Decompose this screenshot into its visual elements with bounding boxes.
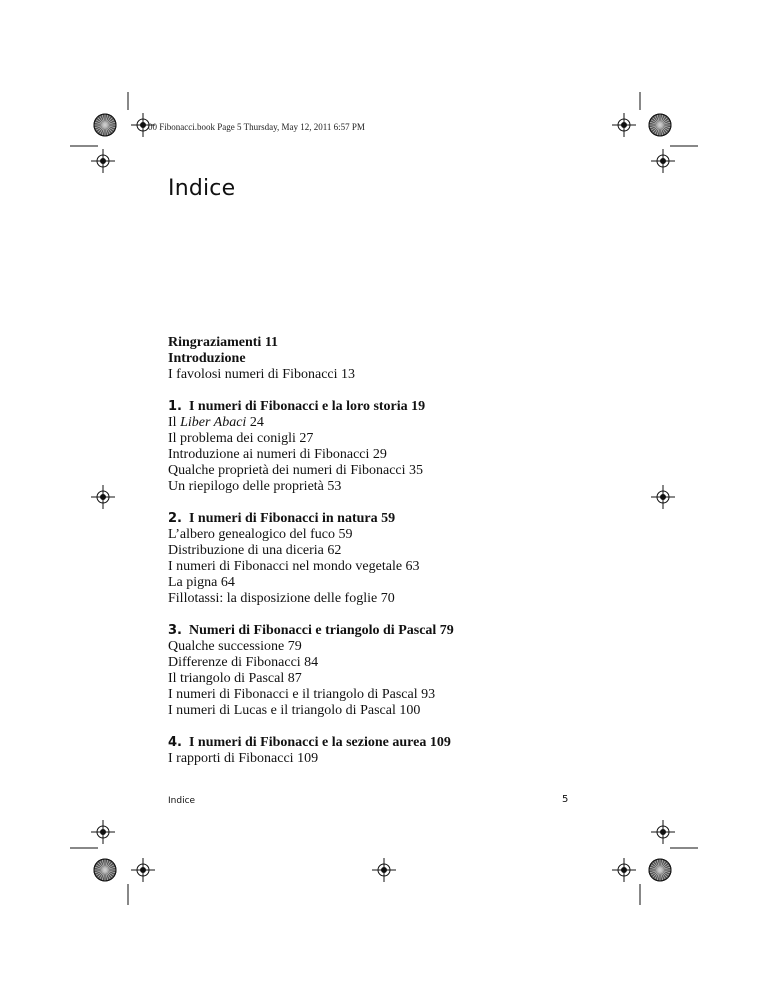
toc-entry-text: Differenze di Fibonacci 84 xyxy=(168,655,319,670)
toc-entry-text: I numeri di Lucas e il triangolo di Pascal 100 xyxy=(168,703,421,718)
toc-chapter-heading xyxy=(168,735,608,751)
toc-entry xyxy=(168,687,608,703)
toc-front-entry: I favolosi numeri di Fibonacci 13 xyxy=(168,367,356,382)
toc-entry xyxy=(168,703,608,719)
chapter-title: Numeri di Fibonacci e triangolo di Pascal 79 xyxy=(188,623,454,638)
toc-entry-text: Distribuzione di una diceria 62 xyxy=(168,543,342,558)
toc-entry-text: I numeri di Fibonacci nel mondo vegetale 63 xyxy=(168,559,420,574)
page-number: 5 xyxy=(562,794,569,805)
toc-entry xyxy=(168,671,608,687)
chapter-title: I numeri di Fibonacci e la loro storia 19 xyxy=(188,399,426,414)
toc-entry-text: Il problema dei conigli 27 xyxy=(168,431,314,446)
print-slug: 00 Fibonacci.book Page 5 Thursday, May 12, 2011 6:57 PM xyxy=(148,122,365,132)
toc-entry-text: Il triangolo di Pascal 87 xyxy=(168,671,302,686)
toc-entry xyxy=(168,559,608,575)
toc-entry-italic: Liber Abaci xyxy=(180,415,247,430)
chapter-number: 3. xyxy=(168,623,182,638)
toc-chapter-heading xyxy=(168,623,608,639)
toc-entry xyxy=(168,527,608,543)
chapter-title: I numeri di Fibonacci in natura 59 xyxy=(188,511,396,526)
chapter-number: 4. xyxy=(168,735,182,750)
toc-entry xyxy=(168,655,608,671)
toc-entry xyxy=(168,463,608,479)
toc-chapter-heading xyxy=(168,511,608,527)
toc-entry-text: L’albero genealogico del fuco 59 xyxy=(168,527,353,542)
toc-entry-page: 24 xyxy=(246,415,264,430)
toc-entry xyxy=(168,431,608,447)
page-title: Indice xyxy=(168,176,236,201)
toc-entry xyxy=(168,639,608,655)
toc-entry-text: Qualche successione 79 xyxy=(168,639,302,654)
toc-entry xyxy=(168,479,608,495)
chapter-number: 2. xyxy=(168,511,182,526)
toc-entry xyxy=(168,447,608,463)
toc-entry xyxy=(168,751,608,767)
toc-entry xyxy=(168,415,608,431)
running-head: Indice xyxy=(168,796,196,806)
toc-gap xyxy=(168,719,608,735)
toc-entry-text: Fillotassi: la disposizione delle foglie 70 xyxy=(168,591,395,606)
toc-entry xyxy=(168,575,608,591)
toc-entry xyxy=(168,543,608,559)
toc-gap xyxy=(168,607,608,623)
toc-entry xyxy=(168,591,608,607)
toc-entry-text: La pigna 64 xyxy=(168,575,235,590)
toc-front-entry: Ringraziamenti 11 xyxy=(168,335,279,350)
chapter-number: 1. xyxy=(168,399,182,414)
toc-gap xyxy=(168,383,608,399)
toc-entry-text: Un riepilogo delle proprietà 53 xyxy=(168,479,342,494)
toc-entry-text: Introduzione ai numeri di Fibonacci 29 xyxy=(168,447,387,462)
toc-gap xyxy=(168,495,608,511)
toc-entry-text: Il xyxy=(168,415,181,430)
toc-entry-text: I numeri di Fibonacci e il triangolo di Pascal 93 xyxy=(168,687,436,702)
table-of-contents xyxy=(168,335,608,767)
chapter-title: I numeri di Fibonacci e la sezione aurea 109 xyxy=(188,735,451,750)
toc-entry-text: Qualche proprietà dei numeri di Fibonacci 35 xyxy=(168,463,424,478)
toc-chapter-heading xyxy=(168,399,608,415)
toc-entry-text: I rapporti di Fibonacci 109 xyxy=(168,751,319,766)
toc-front-entry: Introduzione xyxy=(168,351,246,366)
